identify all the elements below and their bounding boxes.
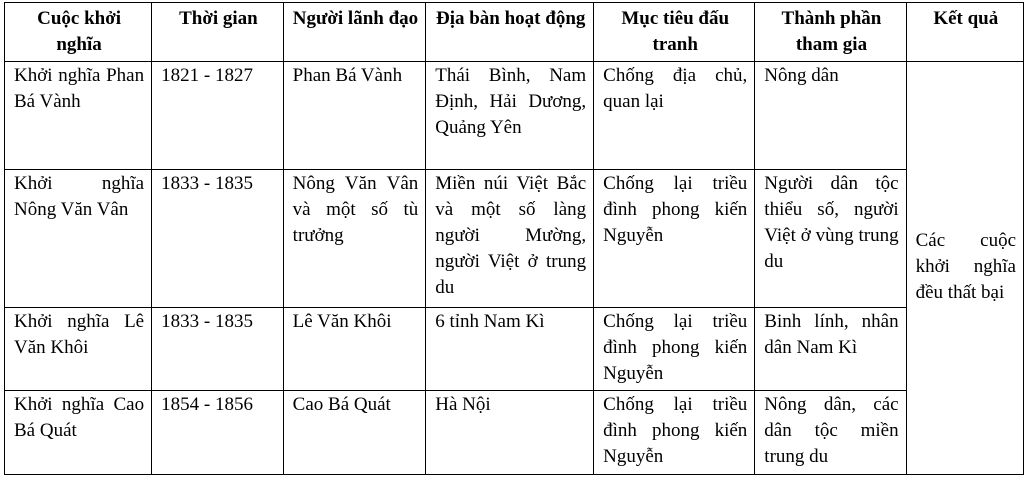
cell-goal: Chống lại triều đình phong kiến Nguyễn	[594, 308, 755, 391]
cell-area: Thái Bình, Nam Định, Hải Dương, Quảng Yên	[426, 62, 594, 170]
cell-area: Miền núi Việt Bắc và một số làng người Mường, người Việt ở trung du	[426, 170, 594, 308]
cell-goal: Chống lại triều đình phong kiến Nguyễn	[594, 170, 755, 308]
cell-participants: Binh lính, nhân dân Nam Kì	[755, 308, 906, 391]
cell-time: 1833 - 1835	[152, 170, 284, 308]
cell-time: 1854 - 1856	[152, 391, 284, 475]
table-row	[5, 62, 1024, 170]
table-row	[5, 308, 1024, 391]
cell-leader: Lê Văn Khôi	[283, 308, 426, 391]
cell-goal: Chống lại triều đình phong kiến Nguyễn	[594, 391, 755, 475]
cell-leader: Phan Bá Vành	[283, 62, 426, 170]
header-participants: Thành phần tham gia	[755, 3, 906, 62]
cell-participants: Nông dân	[755, 62, 906, 170]
table-row	[5, 170, 1024, 308]
cell-leader: Nông Văn Vân và một số tù trưởng	[283, 170, 426, 308]
cell-name: Khởi nghĩa Cao Bá Quát	[5, 391, 152, 475]
uprisings-table	[4, 2, 1024, 475]
cell-area: 6 tỉnh Nam Kì	[426, 308, 594, 391]
cell-name: Khởi nghĩa Lê Văn Khôi	[5, 308, 152, 391]
cell-leader: Cao Bá Quát	[283, 391, 426, 475]
header-goal: Mục tiêu đấu tranh	[594, 3, 755, 62]
cell-area: Hà Nội	[426, 391, 594, 475]
header-uprising: Cuộc khởi nghĩa	[5, 3, 152, 62]
header-area: Địa bàn hoạt động	[426, 3, 594, 62]
cell-name: Khởi nghĩa Phan Bá Vành	[5, 62, 152, 170]
cell-participants: Nông dân, các dân tộc miền trung du	[755, 391, 906, 475]
cell-time: 1821 - 1827	[152, 62, 284, 170]
header-time: Thời gian	[152, 3, 284, 62]
cell-name: Khởi nghĩa Nông Văn Vân	[5, 170, 152, 308]
cell-goal: Chống địa chủ, quan lại	[594, 62, 755, 170]
cell-time: 1833 - 1835	[152, 308, 284, 391]
cell-participants: Người dân tộc thiểu số, người Việt ở vùng trung du	[755, 170, 906, 308]
header-result: Kết quả	[906, 3, 1023, 62]
header-leader: Người lãnh đạo	[283, 3, 426, 62]
cell-result: Các cuộc khởi nghĩa đều thất bại	[906, 62, 1023, 475]
table-row	[5, 391, 1024, 475]
header-row	[5, 3, 1024, 62]
